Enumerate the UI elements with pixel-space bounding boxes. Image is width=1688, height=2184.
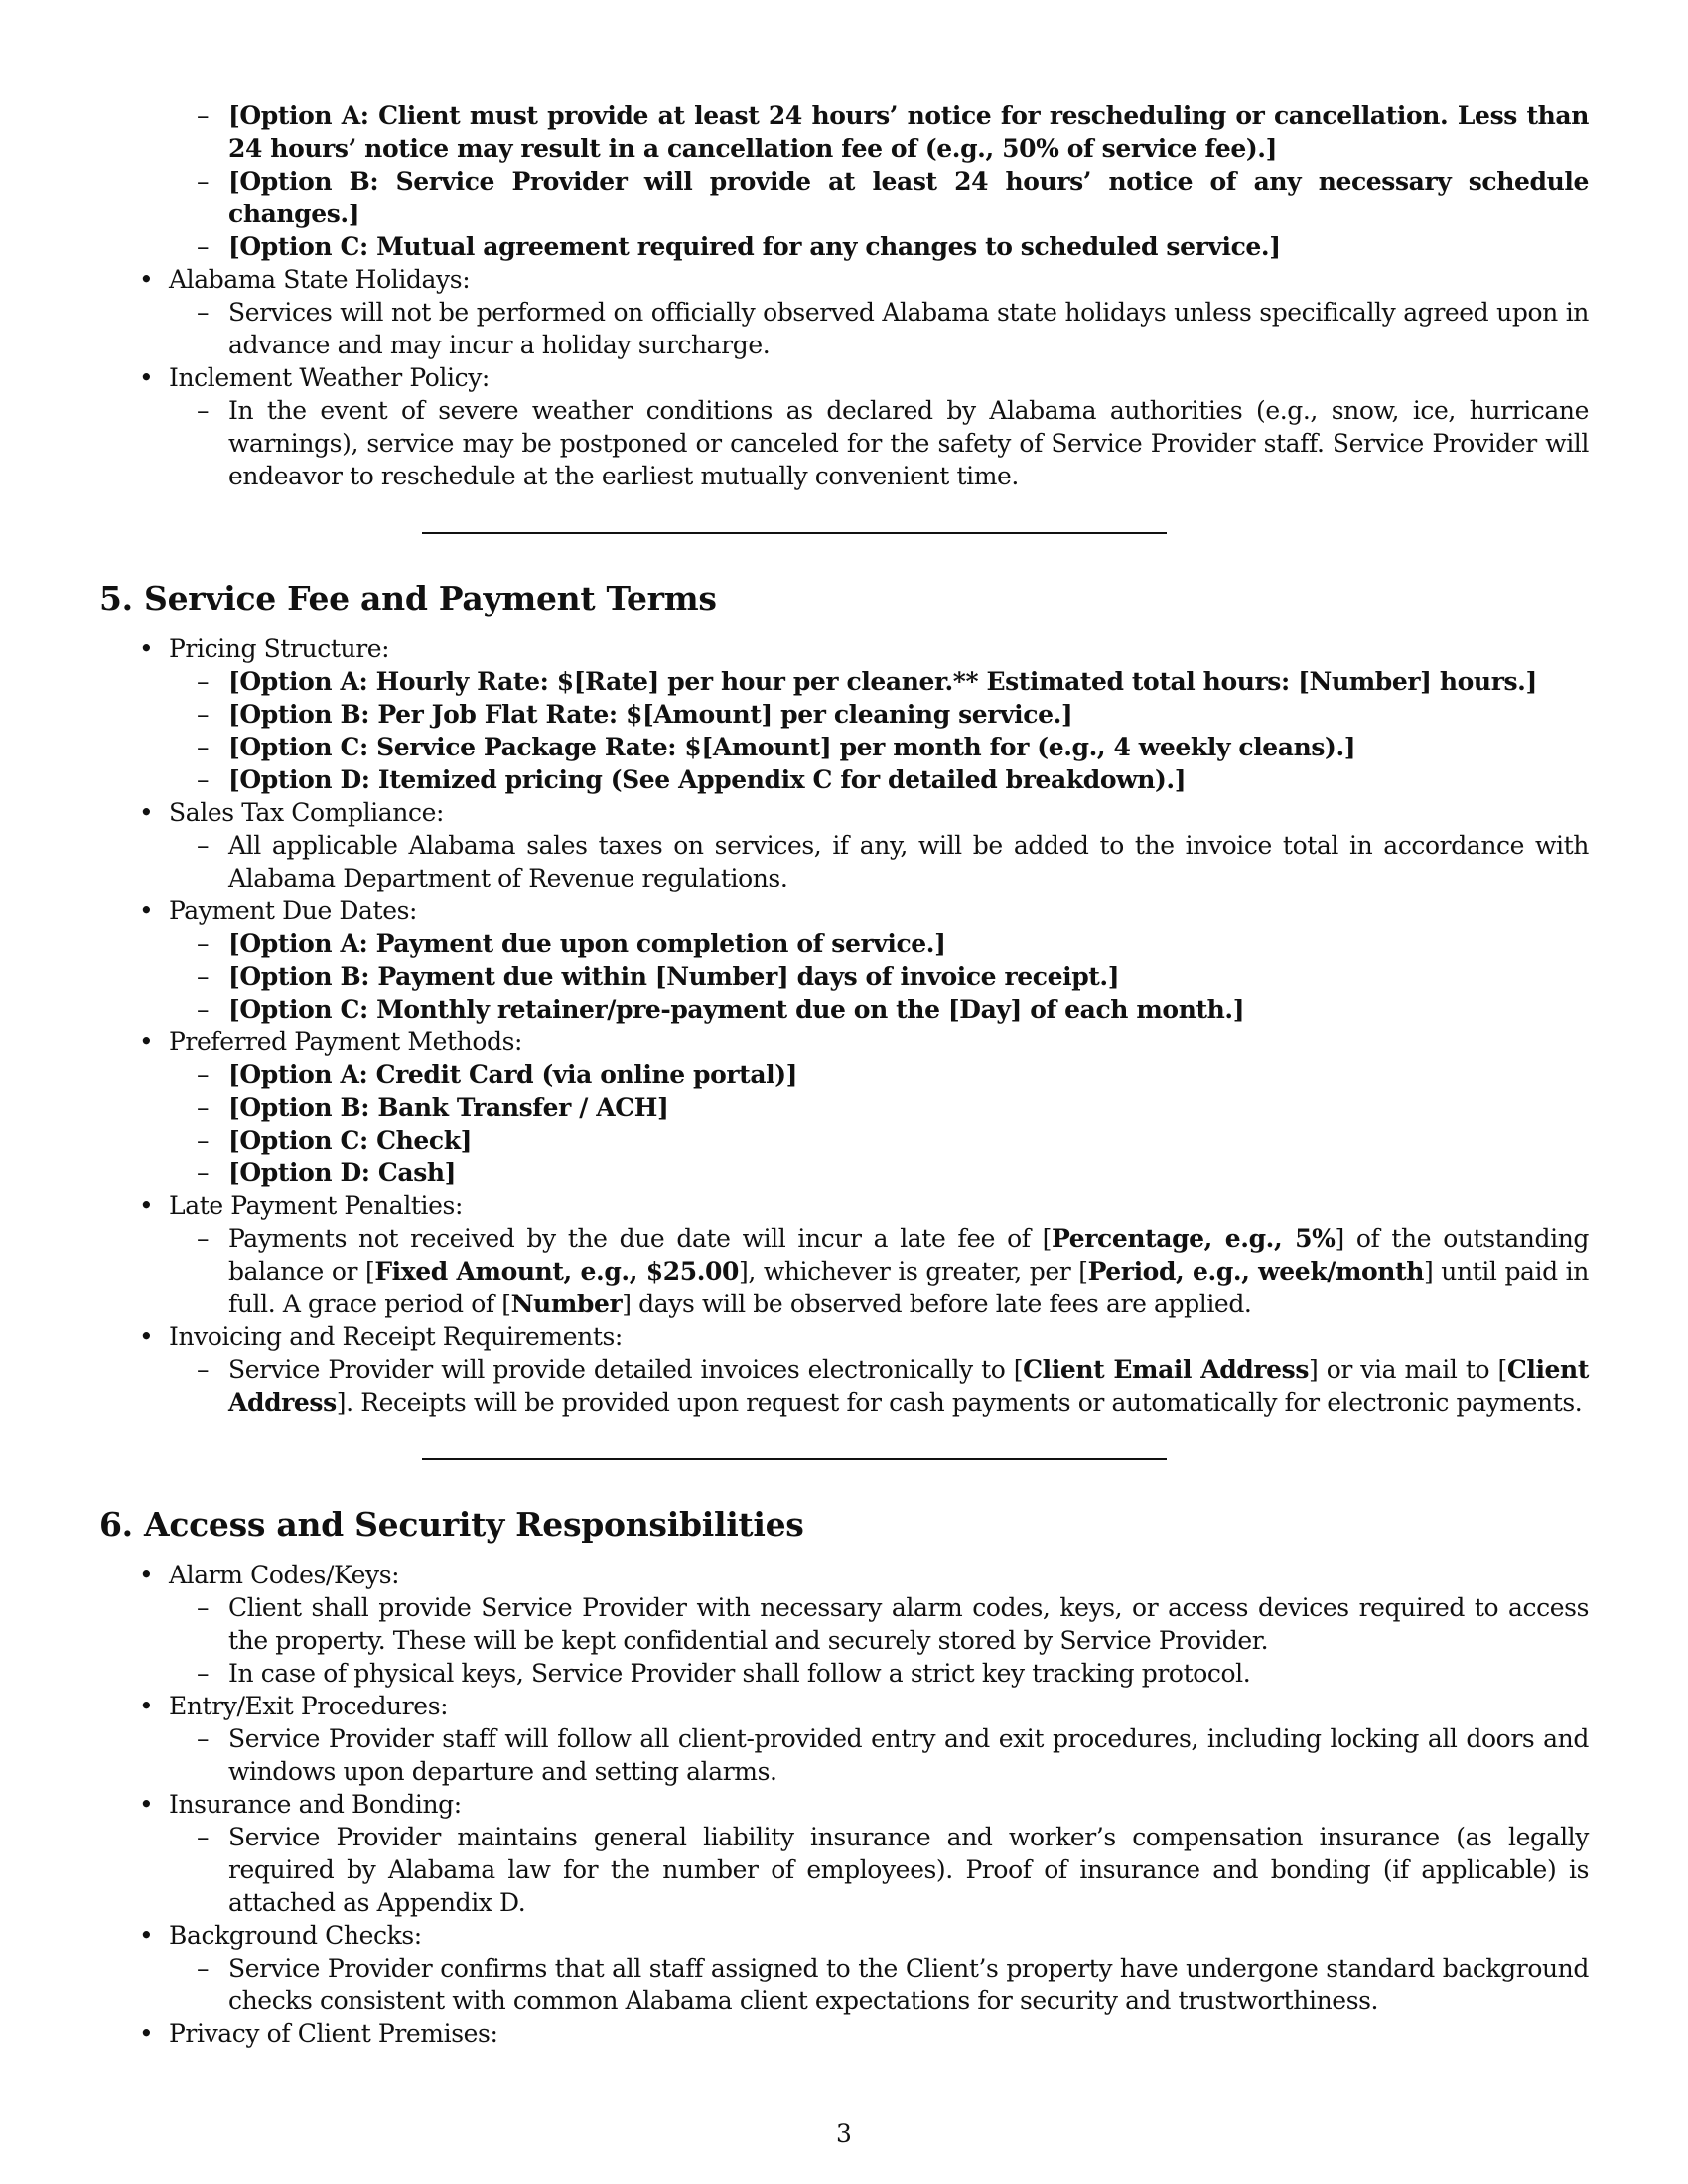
section-divider [422,1458,1167,1460]
list-item: – [Option B: Per Job Flat Rate: $[Amount] per cleaning service.] [99,698,1589,731]
list-item: – Service Provider will provide detailed invoices electronically to [Client Email Address] or via mail to [Client Address]. Receipts will be provided upon request for cash payments or automatically for electronic payments. [99,1353,1589,1419]
list-item: – Client shall provide Service Provider with necessary alarm codes, keys, or access devices required to access the property. These will be kept confidential and securely stored by Service Provider. [99,1591,1589,1657]
list-item: – Services will not be performed on officially observed Alabama state holidays unless specifically agreed upon in advance and may incur a holiday surcharge. [99,296,1589,361]
list-item: – [Option A: Credit Card (via online portal)] [99,1058,1589,1091]
section-divider [422,532,1167,534]
list-item-holidays: • Alabama State Holidays: – Services will not be performed on officially observed Alabama state holidays unless specifically agreed upon in advance and may incur a holiday surcharge. [99,263,1589,361]
section-5-list [99,632,1589,1419]
list-item-tax: • Sales Tax Compliance: – All applicable Alabama sales taxes on services, if any, will be added to the invoice total in accordance with Alabama Department of Revenue regulations. [99,796,1589,894]
list-item: – [Option B: Bank Transfer / ACH] [99,1091,1589,1124]
list-item: – [Option C: Service Package Rate: $[Amount] per month for (e.g., 4 weekly cleans).] [99,731,1589,763]
list-item-invoicing: • Invoicing and Receipt Requirements: – Service Provider will provide detailed invoices electronically to [Client Email Address] or via mail to [Client Address]. Receipts will be provided upon request for cash payments or automatically for electronic payments. [99,1320,1589,1419]
list-item: – All applicable Alabama sales taxes on services, if any, will be added to the invoice total in accordance with Alabama Department of Revenue regulations. [99,829,1589,894]
list-item: – In case of physical keys, Service Provider shall follow a strict key tracking protocol. [99,1657,1589,1690]
list-item: – In the event of severe weather conditions as declared by Alabama authorities (e.g., snow, ice, hurricane warnings), service may be postponed or canceled for the safety of Service Provider staff. Service Provider will endeavor to reschedule at the earliest mutually convenient time. [99,394,1589,492]
list-item-pricing: • Pricing Structure: – [Option A: Hourly Rate: $[Rate] per hour per cleaner.** Estimated total hours: [Number] hours.] – [Option B: Per Job Flat Rate: $[Amount] per cleaning service.] – [Option C: Service Package Rate: $[Amount] per month for (e.g., 4 weekly cleans).] – [Option D: Itemized pricing (See Appendix C for detailed breakdown).] [99,632,1589,796]
section-6-heading: 6. Access and Security Responsibilities [99,1505,804,1544]
list-item-payment-methods: • Preferred Payment Methods: – [Option A: Credit Card (via online portal)] – [Option B: Bank Transfer / ACH] – [Option C: Check] – [Option D: Cash] [99,1025,1589,1189]
list-item-background-checks: • Background Checks: – Service Provider confirms that all staff assigned to the Client’s property have undergone standard background checks consistent with common Alabama client expectations for security and trustworthiness. [99,1919,1589,2017]
list-item: – Payments not received by the due date will incur a late fee of [Percentage, e.g., 5%] of the outstanding balance or [Fixed Amount, e.g., $25.00], whichever is greater, per [Period, e.g., week/month] until paid in full. A grace period of [Number] days will be observed before late fees are applied. [99,1222,1589,1320]
schedule-change-options [99,99,1589,263]
list-item: – Service Provider maintains general liability insurance and worker’s compensation insurance (as legally required by Alabama law for the number of employees). Proof of insurance and bonding (if applicable) is attached as Appendix D. [99,1821,1589,1919]
section-6-list [99,1559,1589,2050]
list-item: – Service Provider confirms that all staff assigned to the Client’s property have undergone standard background checks consistent with common Alabama client expectations for security and trustworthiness. [99,1952,1589,2017]
list-item-privacy: • Privacy of Client Premises: [99,2017,1589,2050]
list-item: – [Option C: Check] [99,1124,1589,1157]
list-item: – [Option B: Service Provider will provide at least 24 hours’ notice of any necessary schedule changes.] [99,165,1589,230]
section-4-list [99,263,1589,492]
list-item: – [Option A: Client must provide at least 24 hours’ notice for rescheduling or cancellation. Less than 24 hours’ notice may result in a cancellation fee of (e.g., 50% of service fee).] [99,99,1589,165]
list-item-due-dates: • Payment Due Dates: – [Option A: Payment due upon completion of service.] – [Option B: Payment due within [Number] days of invoice receipt.] – [Option C: Monthly retainer/pre-payment due on the [Day] of each month.] [99,894,1589,1025]
list-item-insurance: • Insurance and Bonding: – Service Provider maintains general liability insurance and worker’s compensation insurance (as legally required by Alabama law for the number of employees). Proof of insurance and bonding (if applicable) is attached as Appendix D. [99,1788,1589,1919]
list-item: – [Option C: Mutual agreement required for any changes to scheduled service.] [99,230,1589,263]
section-5-heading: 5. Service Fee and Payment Terms [99,579,717,617]
list-item: – [Option A: Hourly Rate: $[Rate] per hour per cleaner.** Estimated total hours: [Number] hours.] [99,665,1589,698]
list-item: – [Option D: Cash] [99,1157,1589,1189]
list-item-alarm-keys: • Alarm Codes/Keys: – Client shall provide Service Provider with necessary alarm codes, keys, or access devices required to access the property. These will be kept confidential and securely stored by Service Provider. – In case of physical keys, Service Provider shall follow a strict key tracking protocol. [99,1559,1589,1690]
list-item: – [Option A: Payment due upon completion of service.] [99,927,1589,960]
list-item: – [Option C: Monthly retainer/pre-payment due on the [Day] of each month.] [99,993,1589,1025]
list-item: – Service Provider staff will follow all client-provided entry and exit procedures, including locking all doors and windows upon departure and setting alarms. [99,1722,1589,1788]
list-item-late-penalties: • Late Payment Penalties: – Payments not received by the due date will incur a late fee of [Percentage, e.g., 5%] of the outstanding balance or [Fixed Amount, e.g., $25.00], whichever is greater, per [Period, e.g., week/month] until paid in full. A grace period of [Number] days will be observed before late fees are applied. [99,1189,1589,1320]
list-item-entry-exit: • Entry/Exit Procedures: – Service Provider staff will follow all client-provided entry and exit procedures, including locking all doors and windows upon departure and setting alarms. [99,1690,1589,1788]
page-number: 3 [836,2119,852,2148]
list-item: – [Option B: Payment due within [Number] days of invoice receipt.] [99,960,1589,993]
list-item-weather: • Inclement Weather Policy: – In the event of severe weather conditions as declared by Alabama authorities (e.g., snow, ice, hurricane warnings), service may be postponed or canceled for the safety of Service Provider staff. Service Provider will endeavor to reschedule at the earliest mutually convenient time. [99,361,1589,492]
document-page [99,99,1589,2050]
list-item: – [Option D: Itemized pricing (See Appendix C for detailed breakdown).] [99,763,1589,796]
